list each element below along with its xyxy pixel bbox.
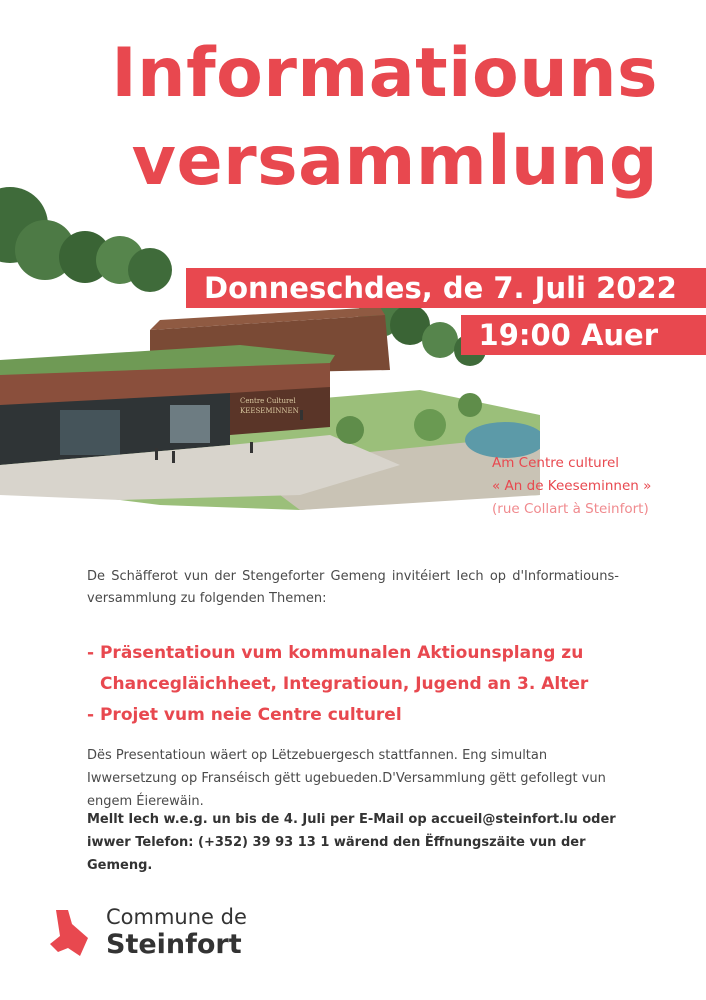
venue-line-3: (rue Collart à Steinfort) <box>492 501 649 517</box>
commune-logo-text <box>106 905 247 960</box>
topic-item: - Präsentatioun vum kommunalen Aktiounsplang zu <box>87 643 584 663</box>
translation-notice: Dës Presentatioun wäert op Lëtzebuergesch stattfannen. Eng simultan Iwwersetzung op Franséisch gëtt ugebueden.D'Versammlung gëtt gefollegt vun engem Éierewäin. <box>87 748 606 809</box>
facade-sign-line-1: Centre Culturel <box>240 397 296 405</box>
title-line-2: versammlung <box>131 122 658 201</box>
topic-item-continuation: Chancegläichheet, Integratioun, Jugend an 3. Alter <box>100 674 589 694</box>
event-date-band: Donneschdes, de 7. Juli 2022 <box>186 268 706 308</box>
logo-line-1: Commune de <box>106 905 247 929</box>
commune-logo-icon <box>48 908 94 958</box>
venue-line-1: Am Centre culturel <box>492 455 619 471</box>
logo-line-2: Steinfort <box>106 929 242 960</box>
event-time-band: 19:00 Auer <box>461 315 706 355</box>
building-illustration <box>0 165 540 515</box>
intro-text: De Schäfferot vun der Stengeforter Gemeng invitéiert Iech op d'Informatiouns-versammlung zu folgenden Themen: <box>87 569 619 606</box>
registration-info: Mellt Iech w.e.g. un bis de 4. Juli per E-Mail op accueil@steinfort.lu oder iwwer Telefon: (+352) 39 93 13 1 wärend den Ëffnungszäite vun der Gemeng. <box>87 812 616 873</box>
venue-block <box>492 452 651 521</box>
venue-line-2: « An de Keeseminnen » <box>492 478 652 494</box>
topic-item: - Projet vum neie Centre culturel <box>87 705 402 725</box>
topic-list <box>87 638 588 731</box>
title-line-1: Informatiouns <box>111 34 658 113</box>
facade-sign-line-2: KEESEMINNEN <box>240 407 299 415</box>
